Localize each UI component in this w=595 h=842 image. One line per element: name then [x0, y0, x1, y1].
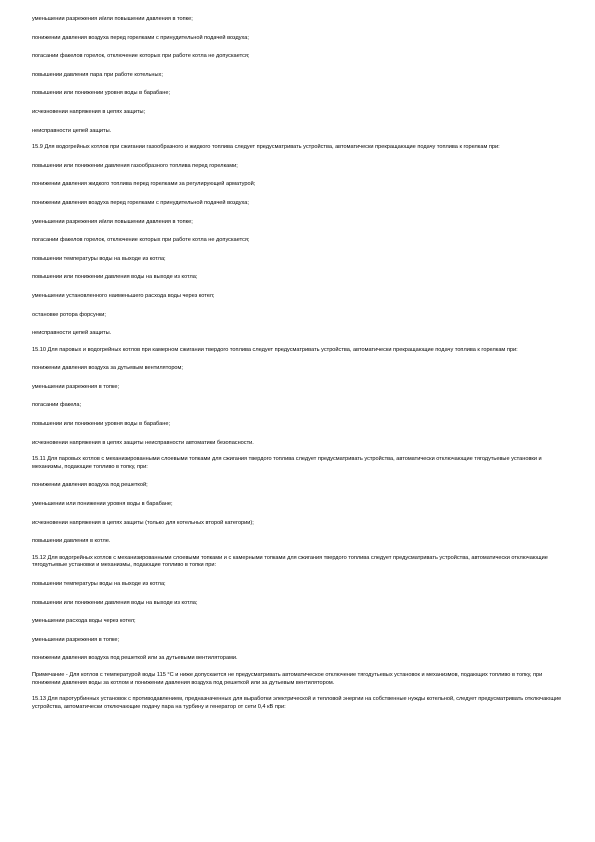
list-item: остановке ротора форсунки; — [32, 311, 106, 318]
list-item: уменьшении или понижении уровня воды в барабане; — [32, 501, 173, 508]
list-item: понижении давления воздуха под решеткой или за дутьевыми вентиляторами. — [32, 655, 238, 662]
clause-15-13: 15.13 Для паротурбинных установок с противодавлением, предназначенных для выработки электрической и тепловой энергии на собственные нужды котельной, следует предусматривать отключающие устройства, автоматически отключающие подачу пара на турбину и генератор от сети 0,4 кВ при: — [32, 696, 562, 710]
list-item: погасании факела; — [32, 402, 82, 409]
list-item: уменьшении разрежения в топке; — [32, 636, 120, 643]
list-item: понижении давления воздуха перед горелками с принудительной подачей воздуха; — [32, 34, 249, 41]
note: Примечание - Для котлов с температурой воды 115 °С и ниже допускается не предусматривать автоматическое отключение тягодутьевых установок и механизмов, подающих топливо в топку, при понижении давления воды за котлом и понижении давления воздуха под решеткой или за дутьевым вентилятором. — [32, 671, 543, 686]
list-item: исчезновении напряжения в цепях защиты; — [32, 108, 146, 115]
list-item: понижении давления воздуха за дутьевым вентилятором; — [32, 365, 183, 372]
document-body — [32, 16, 567, 711]
list-item: повышении или понижении давления воды на выходе из котла; — [32, 599, 198, 606]
clause-15-9: 15.9 Для водогрейных котлов при сжигании газообразного и жидкого топлива следует предусматривать устройства, автоматически прекращающие подачу топлива к горелкам при: — [32, 144, 500, 151]
list-item: понижении давления воздуха под решеткой; — [32, 482, 148, 489]
list-item: повышении давления в котле. — [32, 538, 111, 545]
clause-15-12: 15.12 Для водогрейных котлов с механизированными слоевыми топками и с камерными топками для сжигания твердого топлива следует предусматривать устройства, автоматически отключающие тягодутьевые установки и механизмы, подающие топливо в топки при: — [32, 554, 548, 569]
list-item: уменьшении расхода воды через котел; — [32, 618, 136, 625]
list-item: повышении давления пара при работе котельных; — [32, 71, 163, 78]
clause-15-10: 15.10 Для паровых и водогрейных котлов при камерном сжигании твердого топлива следует предусматривать устройства, автоматически прекращающие подачу топлива к горелкам при: — [32, 346, 518, 353]
list-item: неисправности цепей защиты. — [32, 127, 112, 134]
list-item: повышении или понижении уровня воды в барабане; — [32, 90, 170, 97]
list-item: повышении или понижении давления газообразного топлива перед горелками; — [32, 162, 238, 169]
list-item: уменьшении разрежения в топке; — [32, 383, 120, 390]
list-item: понижении давления жидкого топлива перед горелками за регулирующей арматурой; — [32, 181, 256, 188]
list-item: погасании факелов горелок, отключение которых при работе котла не допускается; — [32, 237, 250, 244]
list-item: понижении давления воздуха перед горелками с принудительной подачей воздуха; — [32, 199, 249, 206]
list-item: исчезновении напряжения в цепях защиты (только для котельных второй категории); — [32, 519, 254, 526]
list-item: повышении или понижении уровня воды в барабане; — [32, 421, 170, 428]
list-item: повышении температуры воды на выходе из котла; — [32, 255, 166, 262]
list-item: уменьшении установленного наименьшего расхода воды через котел; — [32, 292, 215, 299]
list-item: уменьшении разрежения и/или повышении давления в топке; — [32, 16, 193, 22]
clause-15-11: 15.11 Для паровых котлов с механизированными слоевыми топками для сжигания твердого топлива следует предусматривать устройства, автоматически отключающие тягодутьевые установки и механизмы, подающие топливо в топку, при: — [32, 456, 542, 470]
list-item: неисправности цепей защиты. — [32, 330, 112, 337]
list-item: повышении температуры воды на выходе из котла; — [32, 581, 166, 587]
list-item: уменьшении разрежения и/или повышении давления в топке; — [32, 218, 193, 225]
list-item: погасании факелов горелок, отключение которых при работе котла не допускается; — [32, 53, 250, 60]
list-item: исчезновении напряжения в цепях защиты неисправности автоматики безопасности. — [32, 439, 254, 446]
list-item: повышении или понижении давления воды на выходе из котла; — [32, 274, 198, 281]
